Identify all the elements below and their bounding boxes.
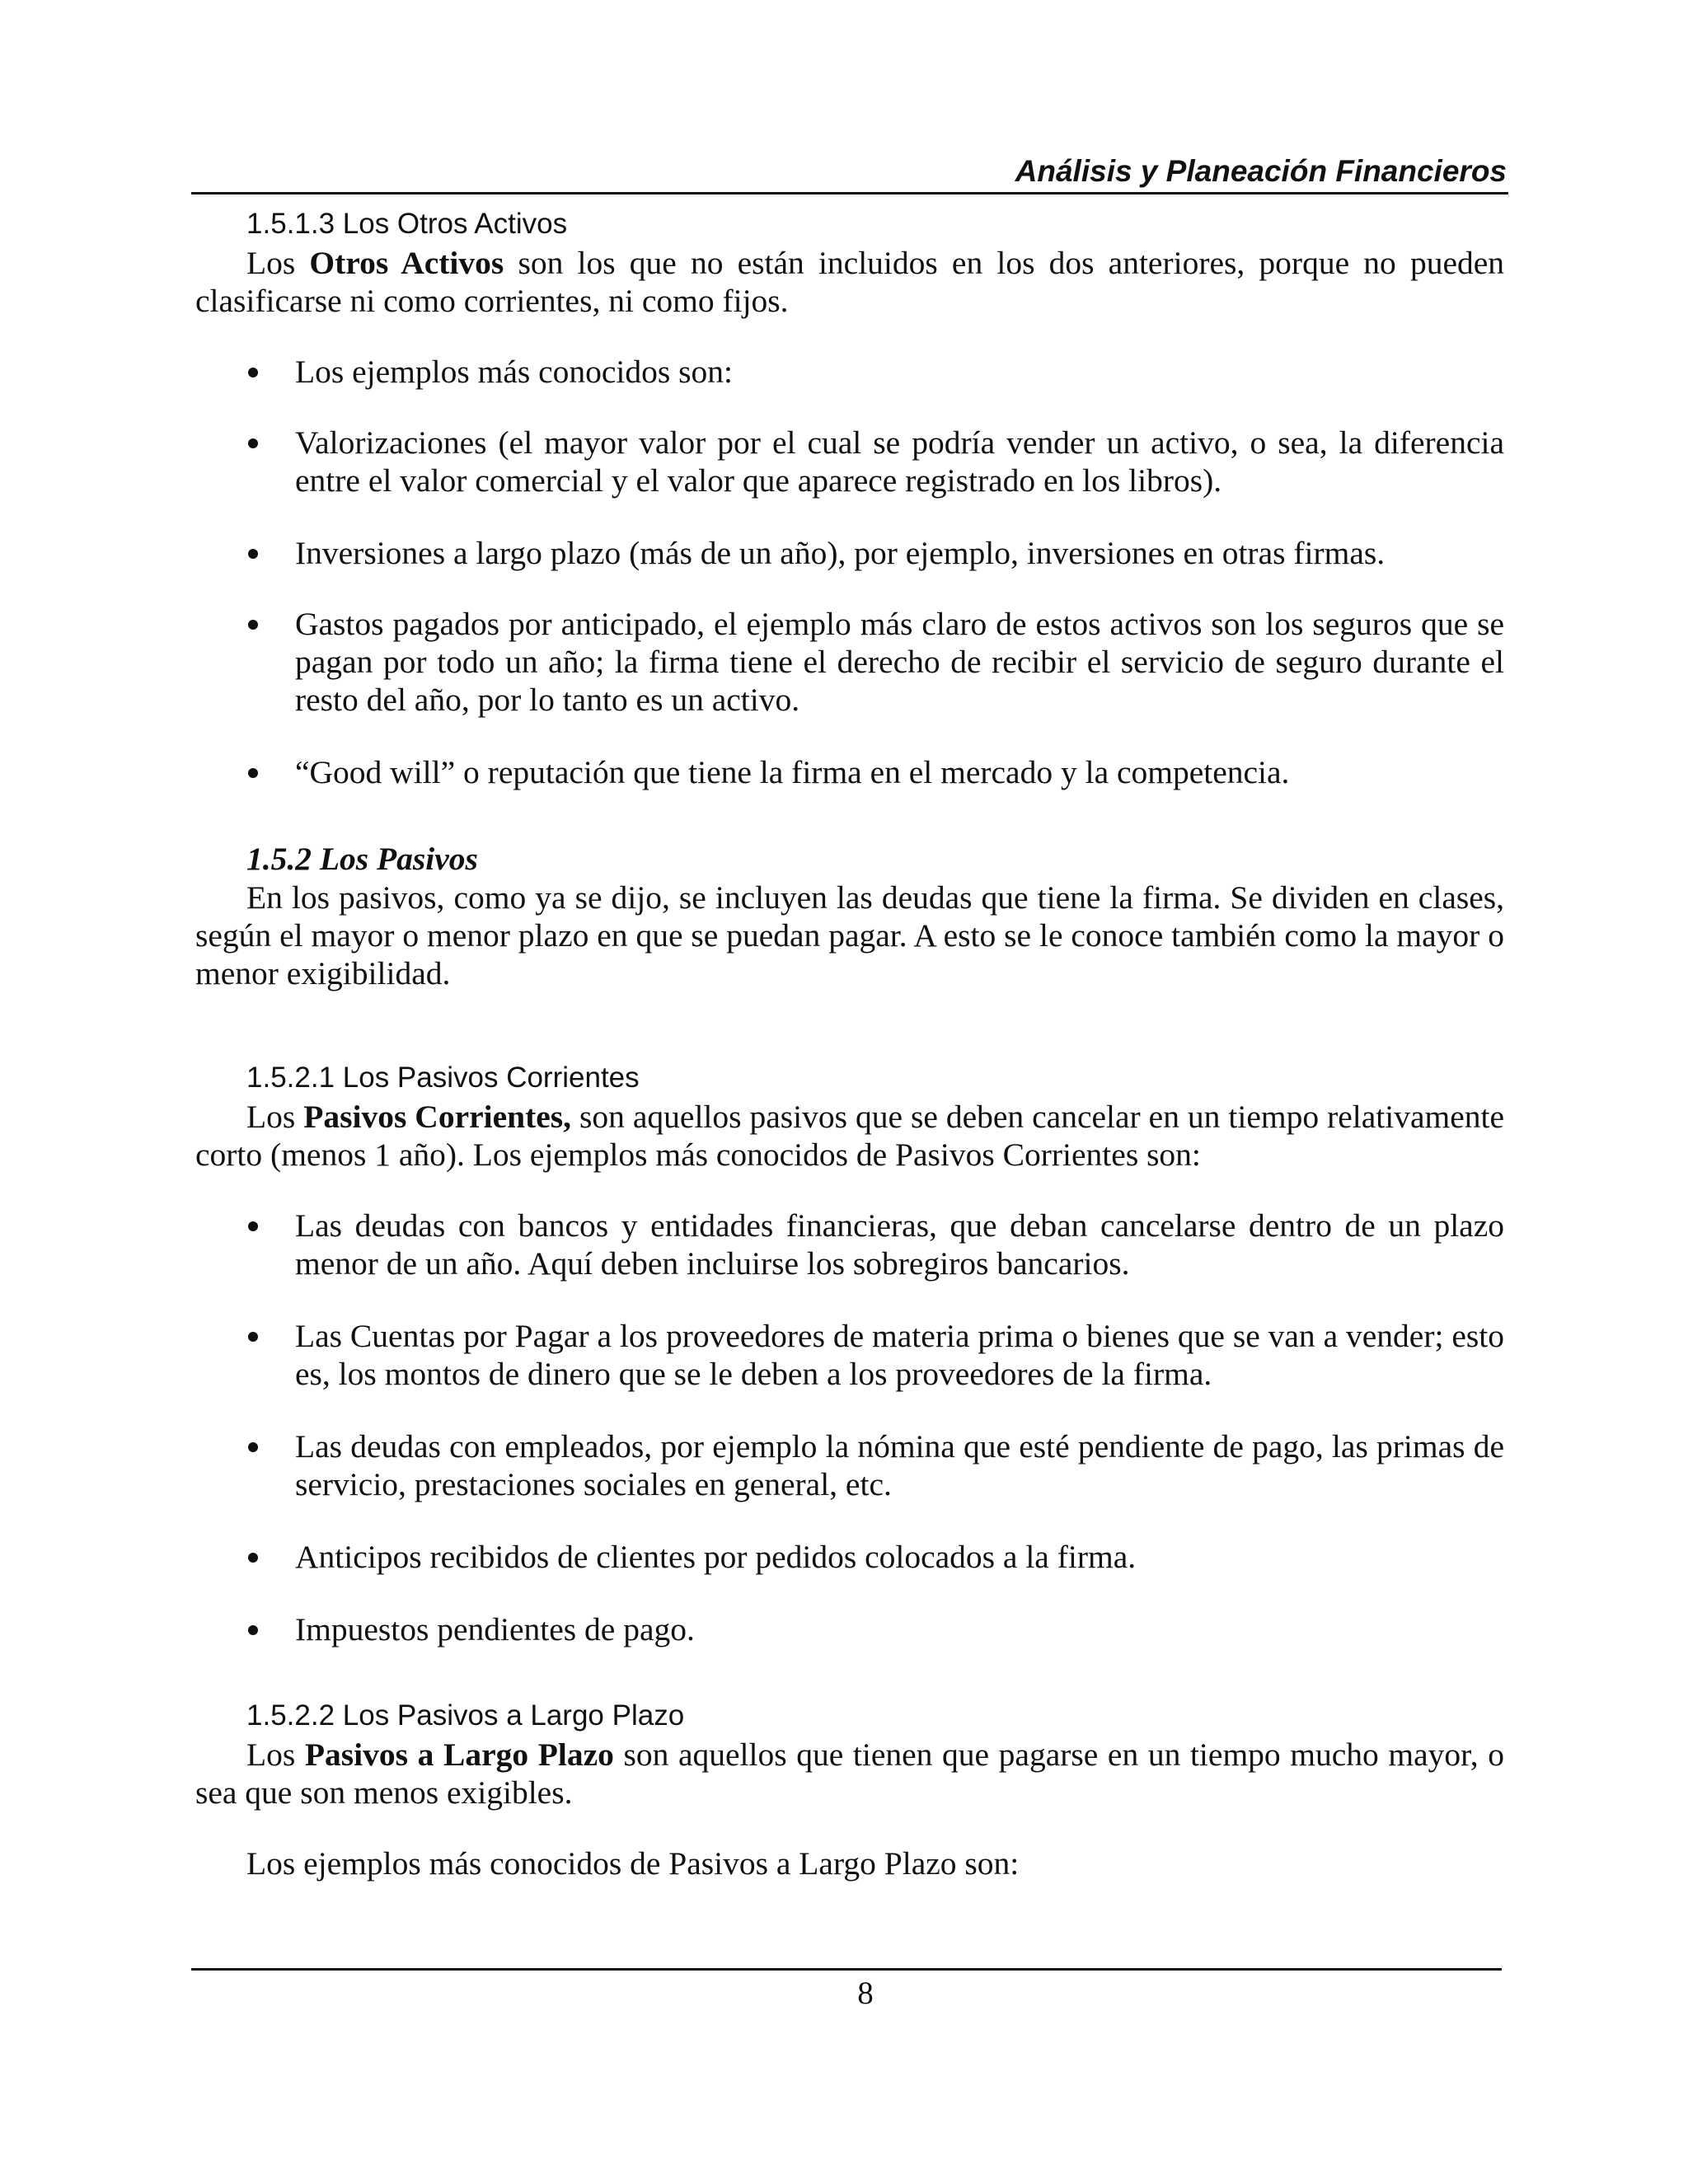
- list-item-text: Inversiones a largo plazo (más de un año), por ejemplo, inversiones en otras firmas.: [295, 535, 1386, 571]
- term-pasivos-corrientes: Pasivos Corrientes,: [303, 1099, 572, 1135]
- list-item-text: Los ejemplos más conocidos son:: [295, 354, 733, 390]
- list-item-text: Valorizaciones (el mayor valor por el cual se podría vender un activo, o sea, la diferencia entre el valor comercial y el valor que aparece registrado en los libros).: [295, 424, 1504, 499]
- list-item: [195, 1427, 1504, 1503]
- subheading-otros-activos: 1.5.1.3 Los Otros Activos: [246, 208, 568, 240]
- subheading-pasivos-largo-plazo: 1.5.2.2 Los Pasivos a Largo Plazo: [246, 1699, 685, 1732]
- intro-lead: Los: [246, 1099, 304, 1135]
- bullet-icon: [248, 1221, 258, 1231]
- bullet-icon: [248, 768, 258, 778]
- list-item: [195, 534, 1504, 572]
- list-item: [195, 605, 1504, 719]
- page-body: [195, 204, 1504, 1882]
- intro-rest: son los que no están incluidos en los dos anteriores, porque no pueden clasificarse ni como corrientes, ni como fijos.: [195, 245, 1505, 319]
- paragraph-pasivos: En los pasivos, como ya se dijo, se incluyen las deudas que tiene la firma. Se dividen en clases, según el mayor o menor plazo en que se puedan pagar. A esto se le conoce también como la mayor o menor exigibilidad.: [195, 879, 1504, 991]
- bullet-icon: [248, 1442, 258, 1452]
- paragraph-pasivos-corrientes: [195, 1098, 1504, 1174]
- intro-lead: Los: [246, 1736, 305, 1773]
- list-item: [195, 1207, 1504, 1282]
- list-item: [195, 424, 1504, 499]
- list-item-text: Anticipos recibidos de clientes por pedidos colocados a la firma.: [295, 1539, 1137, 1575]
- heading-pasivos: 1.5.2 Los Pasivos: [246, 841, 478, 877]
- footer-rule: [191, 1968, 1502, 1971]
- list-item: [195, 753, 1504, 791]
- bullet-list-pasivos-corrientes: [195, 1207, 1504, 1648]
- running-header: Análisis y Planeación Financieros: [1015, 154, 1507, 188]
- bullet-icon: [248, 1332, 258, 1342]
- paragraph-pasivos-largo-plazo: [195, 1736, 1504, 1811]
- list-item-text: Gastos pagados por anticipado, el ejemplo más claro de estos activos son los seguros que se pagan por todo un año; la firma tiene el derecho de recibir el servicio de seguro durante el resto del año, por lo tanto es un activo.: [295, 606, 1504, 718]
- header-rule: [191, 192, 1508, 194]
- list-item-text: “Good will” o reputación que tiene la firma en el mercado y la competencia.: [295, 754, 1290, 790]
- list-item-text: Las deudas con bancos y entidades financieras, que deban cancelarse dentro de un plazo menor de un año. Aquí deben incluirse los sobregiros bancarios.: [295, 1207, 1504, 1282]
- subheading-pasivos-corrientes: 1.5.2.1 Los Pasivos Corrientes: [246, 1062, 640, 1094]
- intro-lead: Los: [246, 245, 310, 281]
- bullet-icon: [248, 1553, 258, 1563]
- term-otros-activos: Otros Activos: [309, 245, 504, 281]
- bullet-list-otros-activos: [195, 353, 1504, 791]
- bullet-icon: [248, 620, 258, 630]
- paragraph-ejemplos-largo-plazo: Los ejemplos más conocidos de Pasivos a Largo Plazo son:: [246, 1845, 1020, 1882]
- bullet-icon: [248, 1625, 258, 1635]
- term-pasivos-largo-plazo: Pasivos a Largo Plazo: [304, 1736, 614, 1773]
- list-item: [195, 1610, 1504, 1648]
- bullet-icon: [248, 438, 258, 448]
- list-item-text: Las Cuentas por Pagar a los proveedores de materia prima o bienes que se van a vender; esto es, los montos de dinero que se le deben a los proveedores de la firma.: [295, 1318, 1504, 1392]
- list-item: [195, 353, 1504, 391]
- bullet-icon: [248, 368, 258, 377]
- list-item-text: Impuestos pendientes de pago.: [295, 1611, 695, 1647]
- list-item: [195, 1538, 1504, 1576]
- paragraph-otros-activos: [195, 244, 1504, 320]
- bullet-icon: [248, 549, 258, 559]
- page-number: 8: [857, 1975, 874, 2011]
- list-item: [195, 1317, 1504, 1393]
- intro-rest: son aquellos pasivos que se deben cancelar en un tiempo relativamente corto (menos 1 año). Los ejemplos más conocidos de Pasivos Corrientes son:: [195, 1099, 1505, 1173]
- list-item-text: Las deudas con empleados, por ejemplo la nómina que esté pendiente de pago, las primas de servicio, prestaciones sociales en general, etc.: [295, 1428, 1504, 1502]
- intro-rest: son aquellos que tienen que pagarse en un tiempo mucho mayor, o sea que son menos exigibles.: [195, 1736, 1504, 1811]
